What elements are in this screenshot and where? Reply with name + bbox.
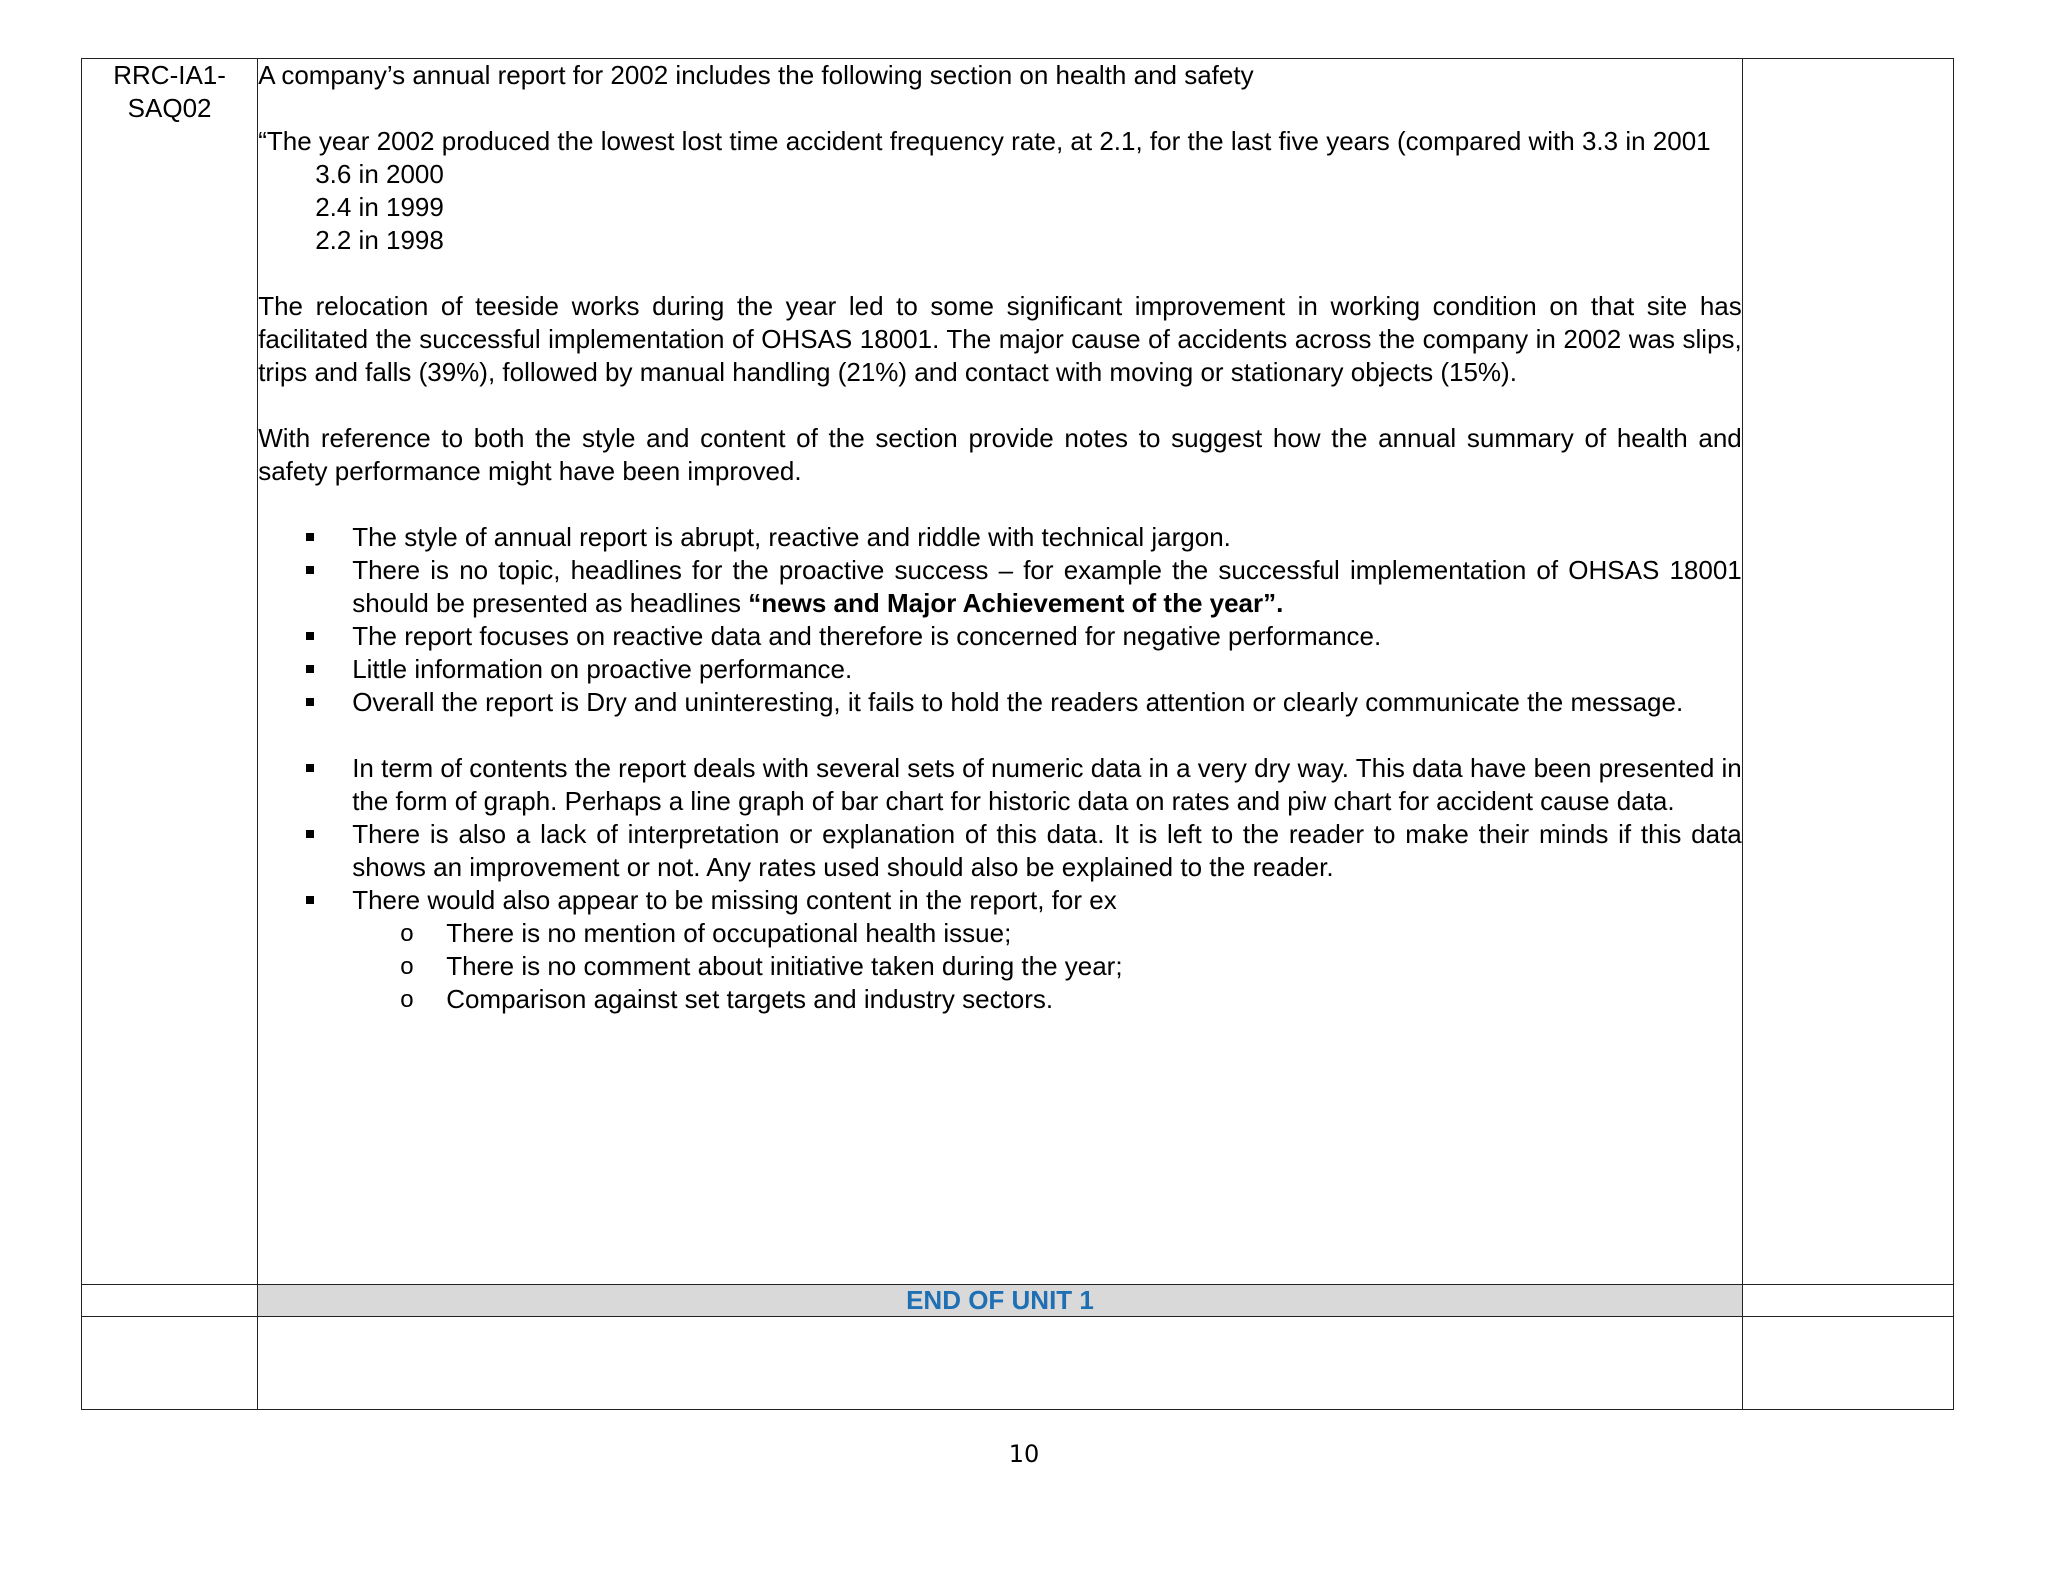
rate-1999: 2.4 in 1999 [315, 192, 444, 222]
end-row-left-cell [82, 1285, 258, 1317]
answer-bullet-7: There is also a lack of interpretation or explanation of this data. It is left to the reader to make their minds if this data shows an improvement or not. Any rates used should also be explained to the reader. [352, 818, 1742, 884]
blank-row-left-cell [82, 1317, 258, 1410]
question-task: With reference to both the style and content of the section provide notes to suggest how the annual summary of health and safety performance might have been improved. [258, 423, 1742, 486]
missing-content-list [352, 917, 1742, 1016]
rate-1998: 2.2 in 1998 [315, 225, 444, 255]
blank-row-main-cell [258, 1317, 1743, 1410]
answer-bullet-5: Overall the report is Dry and uninteresting, it fails to hold the readers attention or clearly communicate the message. [352, 686, 1742, 719]
blank-row-right-cell [1742, 1317, 1953, 1410]
square-bullet-icon [306, 566, 314, 574]
quote-first-line: “The year 2002 produced the lowest lost time accident frequency rate, at 2.1, for the last five years (compared with 3.3 in 2001 [258, 126, 1711, 156]
answer-bullet-8: There would also appear to be missing content in the report, for ex o There is no mention of occupational health issue; o There is no comment about initiative taken during the year; o Comparison against set targets and industry sectors. [352, 884, 1742, 1016]
question-row [82, 59, 1954, 1285]
blank-row [82, 1317, 1954, 1410]
question-content-cell [258, 59, 1743, 1285]
circle-bullet-icon: o [400, 920, 414, 947]
headline-emphasis: “news and Major Achievement of the year”. [748, 588, 1284, 618]
answer-bullet-3: The report focuses on reactive data and therefore is concerned for negative performance. [352, 620, 1742, 653]
sub-item-3: o Comparison against set targets and industry sectors. [400, 984, 1054, 1014]
answer-bullet-1: The style of annual report is abrupt, reactive and riddle with technical jargon. [352, 521, 1742, 554]
end-of-unit-label: END OF UNIT 1 [258, 1285, 1743, 1317]
square-bullet-icon [306, 533, 314, 541]
answer-bullet-6: In term of contents the report deals with several sets of numeric data in a very dry way. This data have been presented in the form of graph. Perhaps a line graph of bar chart for historic data on rates and piw chart for accident cause data. [352, 752, 1742, 818]
question-reference-cell [82, 59, 258, 1285]
answer-bullet-list [258, 521, 1742, 1016]
sub-item-1: o There is no mention of occupational health issue; [400, 918, 1012, 948]
sub-item-2: o There is no comment about initiative taken during the year; [400, 951, 1123, 981]
relocation-paragraph: The relocation of teeside works during the year led to some significant improvement in working condition on that site has facilitated the successful implementation of OHSAS 18001. The major cause of accidents across the company in 2002 was slips, trips and falls (39%), followed by manual handling (21%) and contact with moving or stationary objects (15%). [258, 291, 1742, 387]
marks-cell [1742, 59, 1953, 1285]
question-reference-line-1: RRC-IA1- [113, 60, 226, 90]
square-bullet-icon [306, 665, 314, 673]
answer-bullet-2: There is no topic, headlines for the proactive success – for example the successful implementation of OHSAS 18001 should be presented as headlines “news and Major Achievement of the year”. [352, 554, 1742, 620]
page-number: 10 [1008, 1440, 1040, 1468]
square-bullet-icon [306, 764, 314, 772]
question-table [81, 58, 1954, 1410]
square-bullet-icon [306, 632, 314, 640]
end-of-unit-row [82, 1285, 1954, 1317]
question-intro: A company’s annual report for 2002 includes the following section on health and safety [258, 60, 1254, 90]
rate-2000: 3.6 in 2000 [315, 159, 444, 189]
square-bullet-icon [306, 830, 314, 838]
end-row-right-cell [1742, 1285, 1953, 1317]
square-bullet-icon [306, 896, 314, 904]
question-reference-line-2: SAQ02 [127, 93, 212, 123]
circle-bullet-icon: o [400, 953, 414, 980]
circle-bullet-icon: o [400, 986, 414, 1013]
square-bullet-icon [306, 698, 314, 706]
answer-bullet-4: Little information on proactive performance. [352, 653, 1742, 686]
